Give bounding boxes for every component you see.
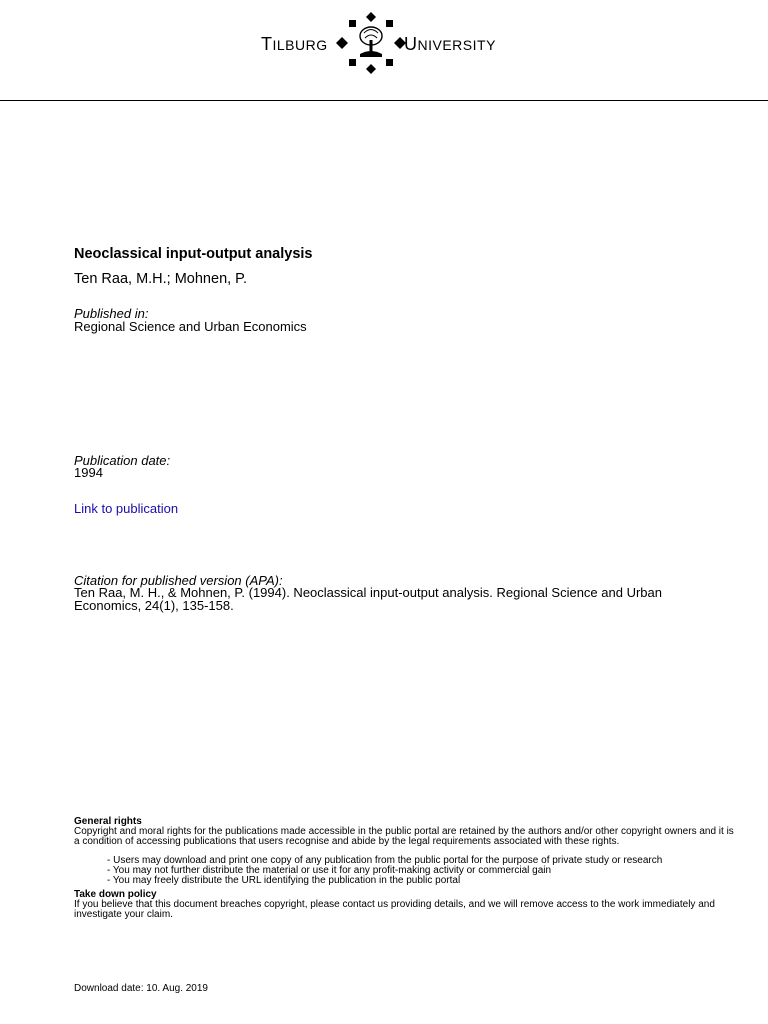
takedown-section xyxy=(74,890,734,920)
link-to-publication[interactable]: Link to publication xyxy=(74,501,179,516)
paper-authors: Ten Raa, M.H.; Mohnen, P. xyxy=(74,271,248,287)
takedown-heading: Take down policy xyxy=(74,889,157,900)
logo-word-university: UNIVERSITY xyxy=(404,34,496,54)
rights-bullet: - You may freely distribute the URL identifying the publication in the public portal xyxy=(107,875,461,886)
publication-date-label: Publication date: xyxy=(74,453,171,468)
general-rights-section xyxy=(74,817,734,847)
header xyxy=(0,0,768,101)
published-in-value: Regional Science and Urban Economics xyxy=(74,319,307,334)
publication-date-value: 1994 xyxy=(74,465,103,480)
tilburg-university-logo xyxy=(240,8,530,78)
published-in-label: Published in: xyxy=(74,306,149,321)
citation-text: Ten Raa, M. H., & Mohnen, P. (1994). Neoclassical input-output analysis. Regional Science and Urban Economics, 24(1), 135-158. xyxy=(74,585,662,613)
rights-bullet: - Users may download and print one copy of any publication from the public portal for the purpose of private study or research xyxy=(107,855,663,866)
university-emblem-icon xyxy=(336,8,406,78)
citation-label: Citation for published version (APA): xyxy=(74,573,283,588)
paper-title: Neoclassical input-output analysis xyxy=(74,246,313,262)
general-rights-text: Copyright and moral rights for the publications made accessible in the public portal are retained by the authors and/or other copyright owners and it is a condition of accessing publications that users recognise and abide by the legal requirements associated with these rights. xyxy=(74,826,734,847)
download-date: Download date: 10. Aug. 2019 xyxy=(74,983,208,994)
takedown-text: If you believe that this document breaches copyright, please contact us providing details, and we will remove access to the work immediately and investigate your claim. xyxy=(74,899,715,920)
rights-bullet: - You may not further distribute the material or use it for any profit-making activity or commercial gain xyxy=(107,865,552,876)
logo-word-tilburg: TILBURG xyxy=(261,34,328,54)
general-rights-heading: General rights xyxy=(74,816,142,827)
